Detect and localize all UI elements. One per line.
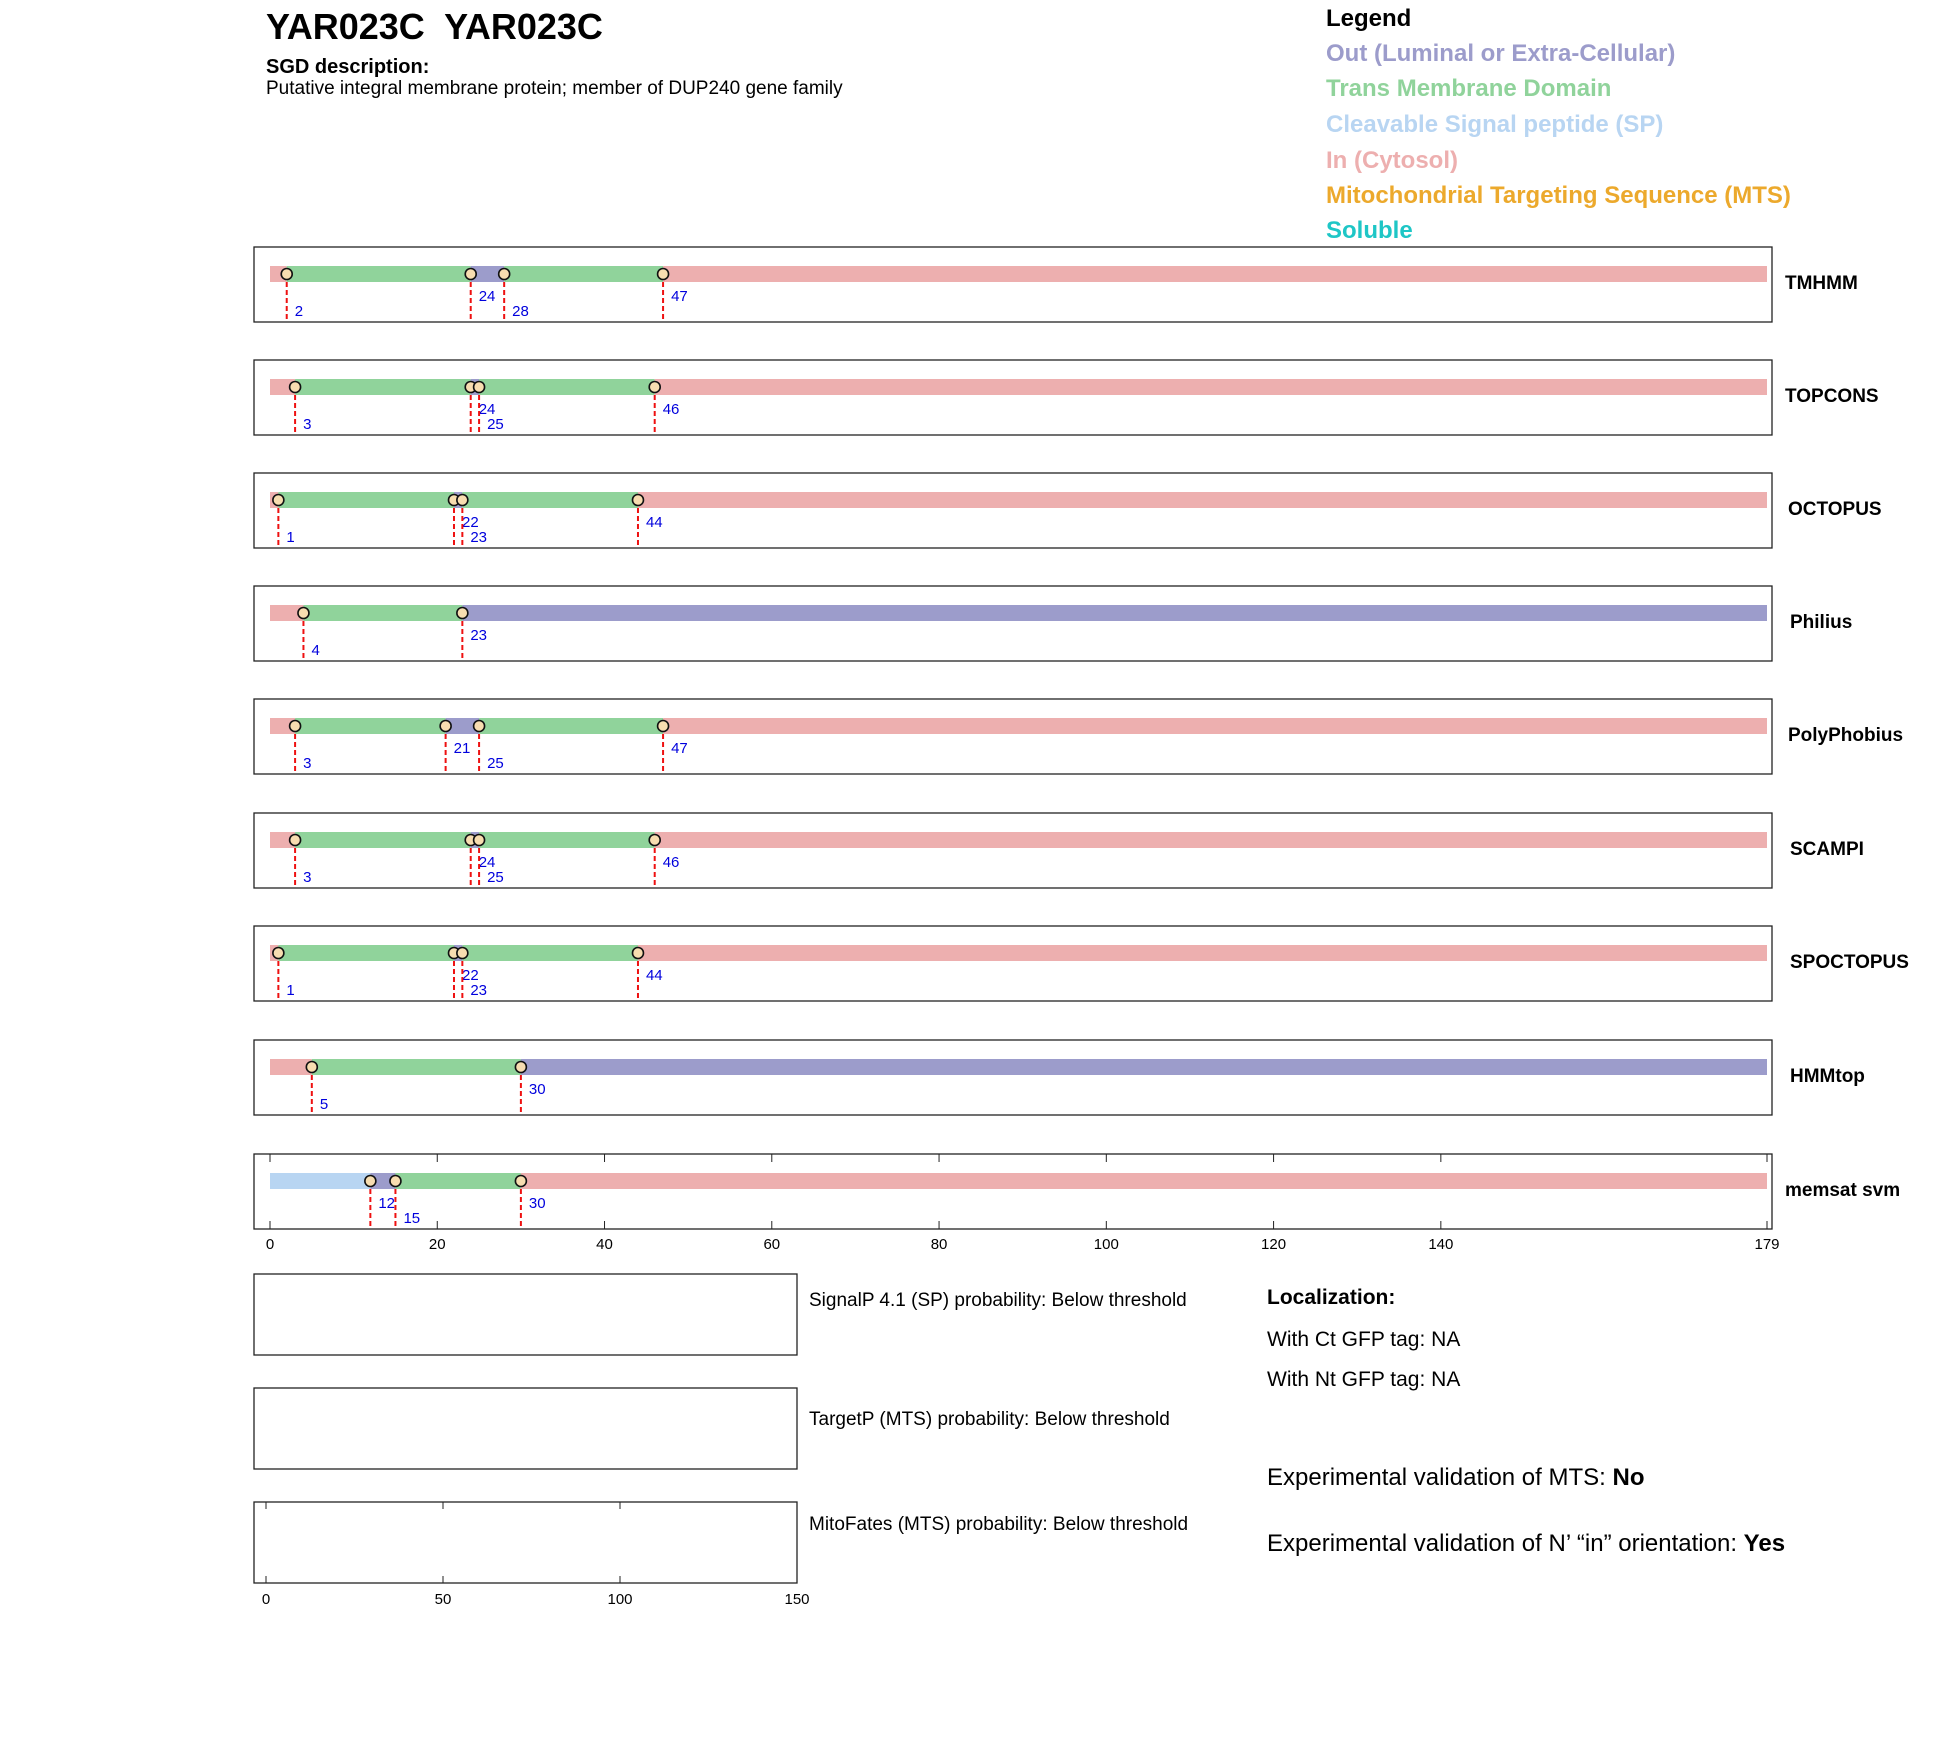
- mts-validation-value: No: [1612, 1464, 1645, 1491]
- panel-frame: [254, 1040, 1772, 1115]
- legend-item-mts: Mitochondrial Targeting Sequence (MTS): [1326, 182, 1791, 209]
- method-name: PolyPhobius: [1788, 725, 1904, 746]
- boundary-position-label: 44: [645, 967, 663, 984]
- boundary-position-label: 23: [470, 982, 488, 999]
- x-tick-label: 40: [596, 1236, 613, 1253]
- method-name: OCTOPUS: [1788, 499, 1882, 520]
- x-tick-label: 20: [428, 1236, 446, 1253]
- method-name: TOPCONS: [1785, 386, 1879, 407]
- panel-frame: [254, 360, 1772, 435]
- boundary-marker: [465, 269, 476, 280]
- boundary-marker: [515, 1176, 526, 1187]
- x-tick-label: 179: [1754, 1236, 1780, 1253]
- segment-tm: [479, 718, 663, 734]
- method-name: SCAMPI: [1790, 839, 1864, 860]
- boundary-marker: [306, 1062, 317, 1073]
- boundary-position-label: 47: [671, 740, 688, 757]
- boundary-marker: [457, 948, 468, 959]
- page-title: YAR023C YAR023C: [266, 6, 603, 47]
- x-tick-label: 0: [265, 1236, 275, 1253]
- boundary-position-label: 3: [303, 755, 312, 772]
- segment-tm: [287, 266, 471, 282]
- localization-ct: With Ct GFP tag: NA: [1267, 1328, 1461, 1351]
- segment-tm: [504, 266, 663, 282]
- mitofates-probability-text: MitoFates (MTS) probability: Below threshold: [809, 1514, 1189, 1535]
- panel-frame: [254, 247, 1772, 322]
- n-in-validation-value: Yes: [1743, 1530, 1786, 1557]
- boundary-marker: [281, 269, 292, 280]
- boundary-position-label: 1: [286, 529, 295, 546]
- boundary-marker: [632, 948, 643, 959]
- x-tick-label: 100: [1093, 1236, 1119, 1253]
- method-name: HMMtop: [1790, 1066, 1865, 1087]
- method-panel: [254, 360, 1879, 435]
- boundary-position-label: 24: [478, 854, 496, 871]
- segment-in: [663, 266, 1767, 282]
- mts-validation-label: Experimental validation of MTS:: [1267, 1464, 1613, 1491]
- boundary-position-label: 4: [311, 642, 320, 659]
- boundary-marker: [290, 835, 301, 846]
- method-name: memsat svm: [1785, 1180, 1901, 1201]
- method-name: SPOCTOPUS: [1790, 952, 1909, 973]
- segment-tm: [479, 379, 655, 395]
- boundary-position-label: 24: [478, 401, 496, 418]
- boundary-marker: [290, 721, 301, 732]
- boundary-marker: [273, 495, 284, 506]
- segment-in: [638, 945, 1767, 961]
- signalp-probability-text: SignalP 4.1 (SP) probability: Below threshold: [809, 1290, 1187, 1311]
- boundary-position-label: 23: [470, 529, 488, 546]
- segment-out: [462, 605, 1767, 621]
- probability-panel: [254, 1502, 797, 1583]
- panel-frame: [254, 699, 1772, 774]
- method-panel: [254, 1154, 1900, 1253]
- method-panel: [254, 813, 1864, 888]
- segment-sp: [270, 1173, 370, 1189]
- boundary-position-label: 28: [512, 303, 529, 320]
- boundary-marker: [440, 721, 451, 732]
- segment-tm: [462, 492, 638, 508]
- boundary-marker: [365, 1176, 376, 1187]
- boundary-position-label: 24: [478, 288, 496, 305]
- boundary-position-label: 3: [303, 869, 312, 886]
- sgd-description-label: SGD description:: [266, 56, 430, 78]
- segment-in: [663, 718, 1767, 734]
- boundary-position-label: 3: [303, 416, 312, 433]
- prob-x-tick-label: 0: [261, 1591, 271, 1608]
- localization-title: Localization:: [1267, 1286, 1396, 1309]
- x-tick-label: 60: [763, 1236, 781, 1253]
- segment-in: [521, 1173, 1767, 1189]
- segment-tm: [295, 832, 471, 848]
- probability-panel: [254, 1388, 797, 1469]
- boundary-marker: [474, 835, 485, 846]
- method-panel: [254, 1040, 1865, 1115]
- legend-item-soluble: Soluble: [1326, 217, 1413, 244]
- boundary-position-label: 25: [487, 755, 504, 772]
- boundary-position-label: 30: [528, 1195, 546, 1212]
- segment-in: [655, 832, 1767, 848]
- boundary-position-label: 15: [403, 1210, 421, 1227]
- legend-title: Legend: [1326, 5, 1412, 32]
- method-panel: [254, 926, 1909, 1001]
- panel-frame: [254, 1154, 1772, 1229]
- method-panel: [254, 473, 1882, 548]
- method-name: Philius: [1790, 612, 1853, 633]
- prob-x-tick-label: 50: [434, 1591, 452, 1608]
- x-tick-label: 120: [1261, 1236, 1287, 1253]
- boundary-marker: [457, 495, 468, 506]
- boundary-position-label: 30: [528, 1081, 546, 1098]
- legend-item-in: In (Cytosol): [1326, 147, 1458, 174]
- boundary-marker: [649, 382, 660, 393]
- segment-tm: [295, 718, 446, 734]
- boundary-position-label: 46: [662, 854, 680, 871]
- boundary-position-label: 23: [470, 627, 488, 644]
- panel-frame: [254, 586, 1772, 661]
- mts-validation: [1267, 1464, 1644, 1492]
- boundary-marker: [515, 1062, 526, 1073]
- boundary-position-label: 12: [378, 1195, 396, 1212]
- boundary-marker: [273, 948, 284, 959]
- segment-in: [638, 492, 1767, 508]
- segment-tm: [479, 832, 655, 848]
- legend-item-tm: Trans Membrane Domain: [1326, 75, 1612, 102]
- boundary-position-label: 21: [453, 740, 471, 757]
- segment-tm: [295, 379, 471, 395]
- prob-x-tick-label: 100: [607, 1591, 633, 1608]
- segment-tm: [395, 1173, 520, 1189]
- x-tick-label: 80: [930, 1236, 948, 1253]
- boundary-marker: [474, 721, 485, 732]
- boundary-position-label: 46: [662, 401, 680, 418]
- targetp-probability-text: TargetP (MTS) probability: Below threshold: [809, 1409, 1170, 1430]
- panel-frame: [254, 813, 1772, 888]
- boundary-marker: [649, 835, 660, 846]
- legend-item-out: Out (Luminal or Extra-Cellular): [1326, 40, 1676, 67]
- boundary-position-label: 5: [319, 1096, 329, 1113]
- boundary-position-label: 2: [294, 303, 304, 320]
- boundary-marker: [390, 1176, 401, 1187]
- boundary-marker: [499, 269, 510, 280]
- boundary-position-label: 22: [461, 514, 479, 531]
- n-in-validation-label: Experimental validation of N’ “in” orientation:: [1267, 1530, 1744, 1557]
- probability-panel: [254, 1274, 797, 1355]
- sgd-description-text: Putative integral membrane protein; member of DUP240 gene family: [266, 78, 843, 99]
- boundary-position-label: 22: [461, 967, 479, 984]
- segment-in: [655, 379, 1767, 395]
- segment-tm: [278, 492, 454, 508]
- method-panel: [254, 699, 1903, 774]
- method-panel: [254, 247, 1858, 322]
- boundary-position-label: 44: [645, 514, 663, 531]
- boundary-marker: [658, 721, 669, 732]
- segment-tm: [303, 605, 462, 621]
- boundary-position-label: 25: [487, 416, 504, 433]
- boundary-marker: [298, 608, 309, 619]
- boundary-position-label: 25: [487, 869, 504, 886]
- boundary-position-label: 1: [286, 982, 295, 999]
- boundary-marker: [632, 495, 643, 506]
- segment-tm: [278, 945, 454, 961]
- boundary-position-label: 47: [671, 288, 688, 305]
- n-in-validation: [1267, 1530, 1785, 1558]
- segment-out: [521, 1059, 1767, 1075]
- segment-tm: [462, 945, 638, 961]
- boundary-marker: [474, 382, 485, 393]
- prob-x-tick-label: 150: [784, 1591, 810, 1608]
- segment-tm: [312, 1059, 521, 1075]
- boundary-marker: [290, 382, 301, 393]
- legend-item-sp: Cleavable Signal peptide (SP): [1326, 111, 1664, 138]
- boundary-marker: [658, 269, 669, 280]
- localization-nt: With Nt GFP tag: NA: [1267, 1368, 1461, 1391]
- boundary-marker: [457, 608, 468, 619]
- method-panel: [254, 586, 1852, 661]
- method-name: TMHMM: [1785, 273, 1858, 294]
- x-tick-label: 140: [1428, 1236, 1454, 1253]
